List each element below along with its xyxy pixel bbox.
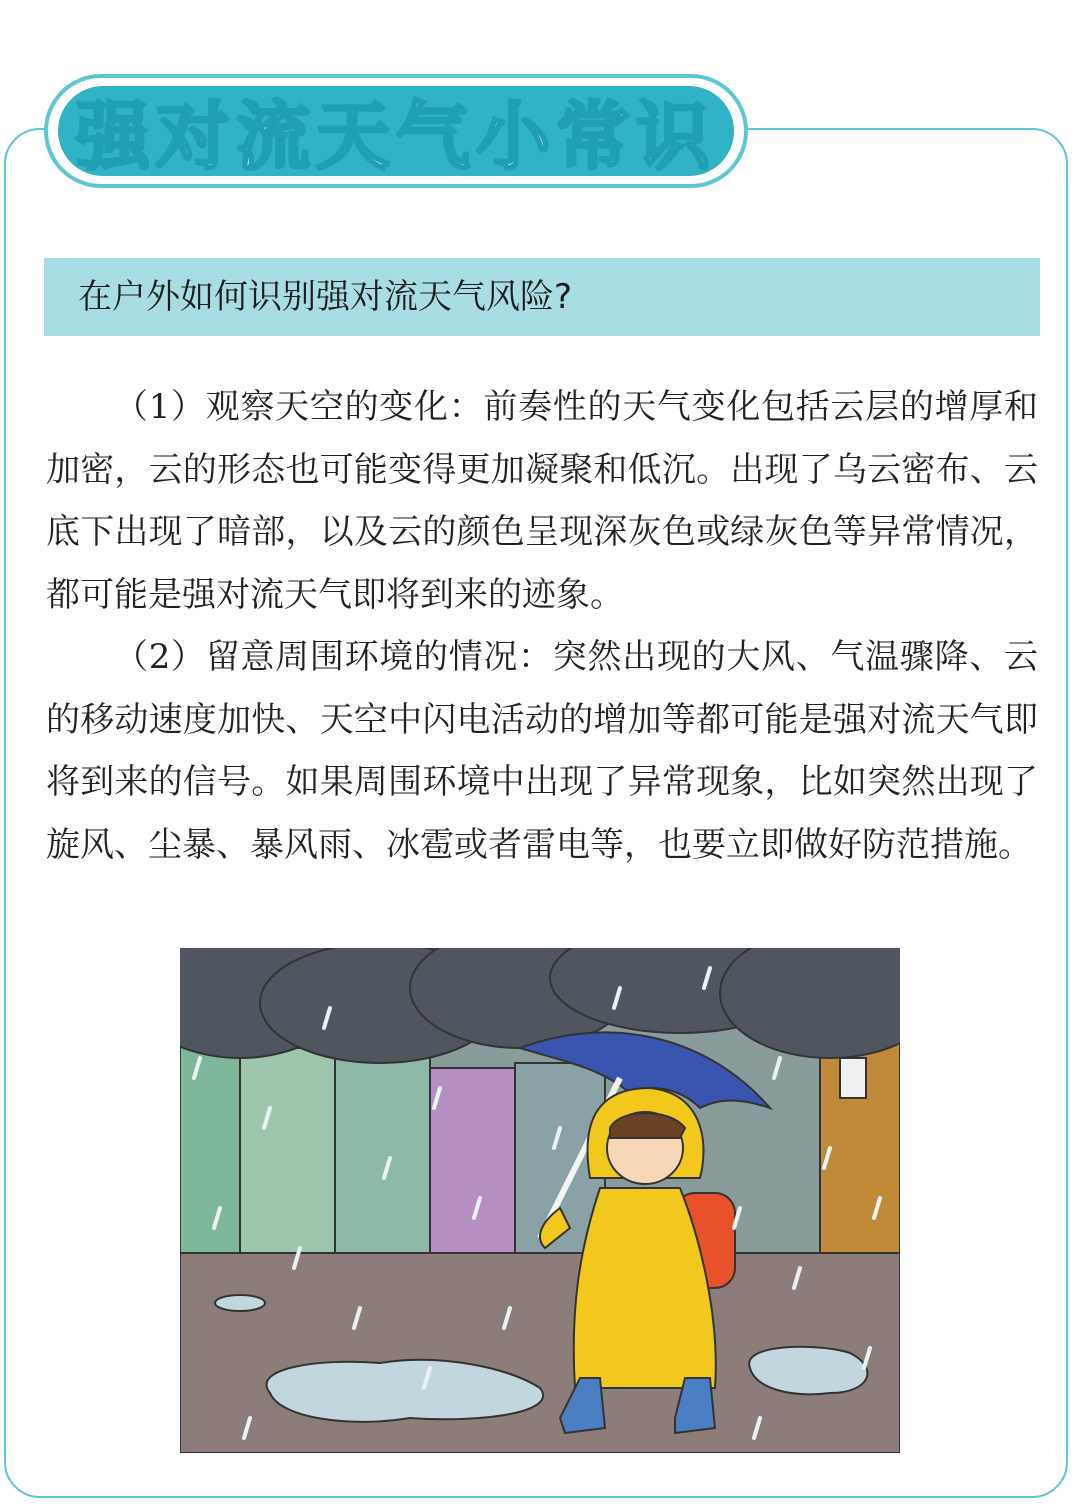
paragraph-surroundings: （2）留意周围环境的情况：突然出现的大风、气温骤降、云的移动速度加快、天空中闪电活动的增加等都可能是强对流天气即将到来的信号。如果周围环境中出现了异常现象，比如突然出现了旋风、尘暴、暴风雨、冰雹或者雷电等，也要立即做好防范措施。: [46, 637, 1038, 865]
title-badge: [44, 74, 748, 188]
rainy-street-scene: [180, 948, 900, 1453]
building-window: [840, 1058, 866, 1098]
building-green-left: [180, 1028, 240, 1258]
question-text: 在户外如何识别强对流天气风险?: [78, 277, 573, 317]
paragraph-observe-sky: （1）观察天空的变化：前奏性的天气变化包括云层的增厚和加密，云的形态也可能变得更加凝聚和低沉。出现了乌云密布、云底下出现了暗部，以及云的颜色呈现深灰色或绿灰色等异常情况，都可能是强对流天气即将到来的迹象。: [46, 387, 1038, 615]
puddle-right: [749, 1347, 867, 1395]
puddle-small: [215, 1295, 265, 1311]
building-green: [240, 1048, 335, 1258]
rain-illustration: [180, 948, 900, 1453]
building-teal: [335, 1058, 430, 1258]
page-title: 强对流天气小常识: [76, 94, 716, 180]
question-banner: [44, 258, 1040, 336]
article-body: [46, 376, 1038, 876]
building-purple: [430, 1068, 515, 1258]
